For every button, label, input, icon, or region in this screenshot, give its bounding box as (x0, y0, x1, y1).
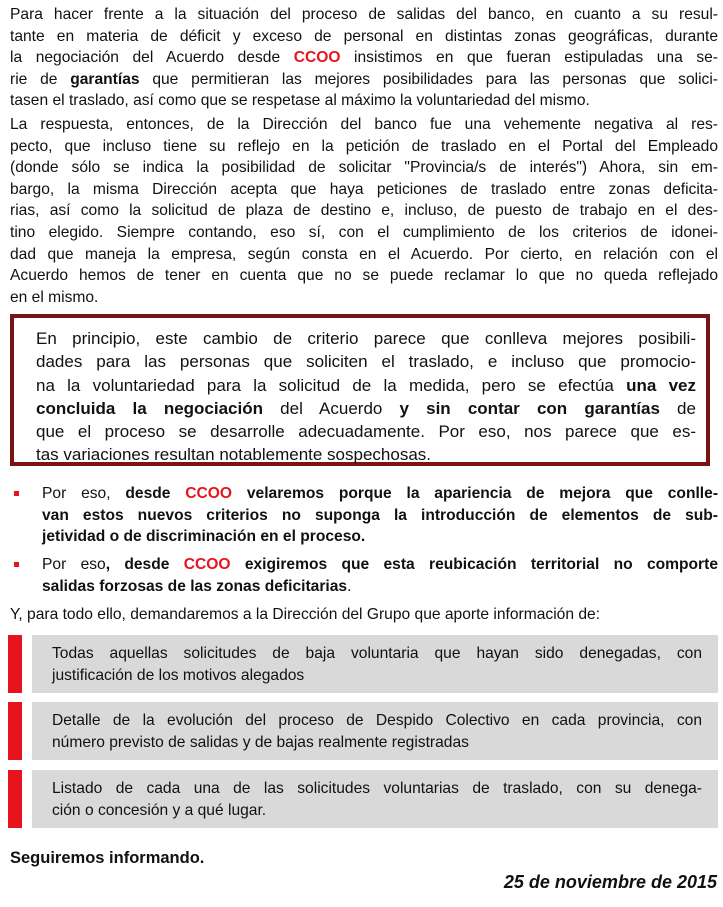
request-box-3 (8, 770, 718, 828)
ccoo-label: CCOO (185, 485, 233, 502)
paragraph-1 (10, 4, 718, 112)
p1-line: rie de garantías que permitieran las mejores posibilidades para las personas que solici- (10, 70, 718, 88)
red-bar (8, 770, 22, 828)
p2-line: rias, así como la solicitud de plaza de destino e, incluso, de puesto de trabajo en el des- (10, 202, 718, 220)
bullet-text: Por eso, desde CCOO exigiremos que esta reubicación territorial no comporte salidas forzosas de las zonas deficitarias. (42, 556, 718, 595)
p2-line: en el mismo. (10, 288, 99, 306)
request-box-body: Detalle de la evolución del proceso de Despido Colectivo en cada provincia, con número previsto de salidas y de bajas realmente registradas (32, 702, 718, 760)
callout-bold: concluida la negociación (36, 398, 264, 418)
ccoo-label: CCOO (293, 49, 341, 67)
callout-line: tas variaciones resultan notablemente sospechosas. (36, 445, 432, 465)
closing-text: Seguiremos informando. (10, 849, 205, 867)
request-box-body: Listado de cada una de las solicitudes voluntarias de traslado, con su denega- ción o concesión y a qué lugar. (32, 770, 718, 828)
paragraph-2 (10, 114, 718, 308)
bullet-text: Por eso, desde CCOO velaremos porque la apariencia de mejora que conlle- van estos nuevos criterios no suponga la introducción de elementos de sub- jetividad o de discriminación en el proceso. (42, 485, 719, 546)
p2-line: pecto, que incluso tiene su reflejo en la petición de traslado en el Portal del Empleado (10, 137, 718, 155)
callout-box (10, 314, 710, 466)
p1-line: la negociación del Acuerdo desde CCOO insistimos en que fueran estipuladas una se- (10, 49, 718, 67)
callout-line: que el proceso se desarrolle adecuadamente. Por eso, nos parece que es- (36, 422, 696, 442)
p1-line: tante en materia de déficit y exceso de personal en distintas zonas geográficas, durante (10, 27, 718, 45)
red-bar (8, 702, 22, 760)
request-box-2 (8, 702, 718, 760)
callout-line: dades para las personas que soliciten el traslado, e incluso que promocio- (36, 352, 696, 372)
p2-line: dad que maneja la empresa, según consta en el Acuerdo. Por cierto, en relación con el (10, 245, 718, 263)
red-bar (8, 635, 22, 693)
callout-line: concluida la negociación del Acuerdo y sin contar con garantías de (36, 398, 696, 418)
p1-line: tasen el traslado, así como que se respetase al máximo la voluntariedad del mismo. (10, 92, 590, 110)
p2-line: La respuesta, entonces, de la Dirección del banco fue una vehemente negativa al res- (10, 116, 718, 133)
red-square-bullet-icon (14, 491, 19, 496)
document-date: 25 de noviembre de 2015 (503, 872, 717, 892)
p2-line: (donde sólo se indica la posibilidad de solicitar "Provincia/s de interés") Ahora, sin em- (10, 159, 718, 177)
request-box-1 (8, 635, 718, 693)
callout-bold: una vez (626, 375, 696, 395)
intro-text: Y, para todo ello, demandaremos a la Dirección del Grupo que aporte información de: (10, 606, 601, 623)
red-square-bullet-icon (14, 562, 19, 567)
p1-line: Para hacer frente a la situación del proceso de salidas del banco, en cuanto a su resul- (10, 6, 718, 23)
garantias-bold: garantías (70, 70, 140, 88)
callout-text (36, 327, 696, 467)
callout-line: na la voluntariedad para la solicitud de la medida, pero se efectúa una vez (36, 375, 696, 395)
p2-line: bargo, la misma Dirección acepta que haya peticiones de traslado entre zonas deficita- (10, 180, 718, 198)
callout-bold: y sin contar con garantías (399, 398, 660, 418)
p2-line: tino elegido. Siempre contando, eso sí, con el cumplimiento de los criterios de idonei- (10, 223, 718, 241)
ccoo-label: CCOO (183, 556, 231, 573)
callout-line: En principio, este cambio de criterio parece que conlleva mejores posibili- (36, 329, 696, 348)
request-box-body: Todas aquellas solicitudes de baja voluntaria que hayan sido denegadas, con justificación de los motivos alegados (32, 635, 718, 693)
p2-line: Acuerdo hemos de tener en cuenta que no se puede reclamar lo que no queda reflejado (10, 267, 718, 285)
